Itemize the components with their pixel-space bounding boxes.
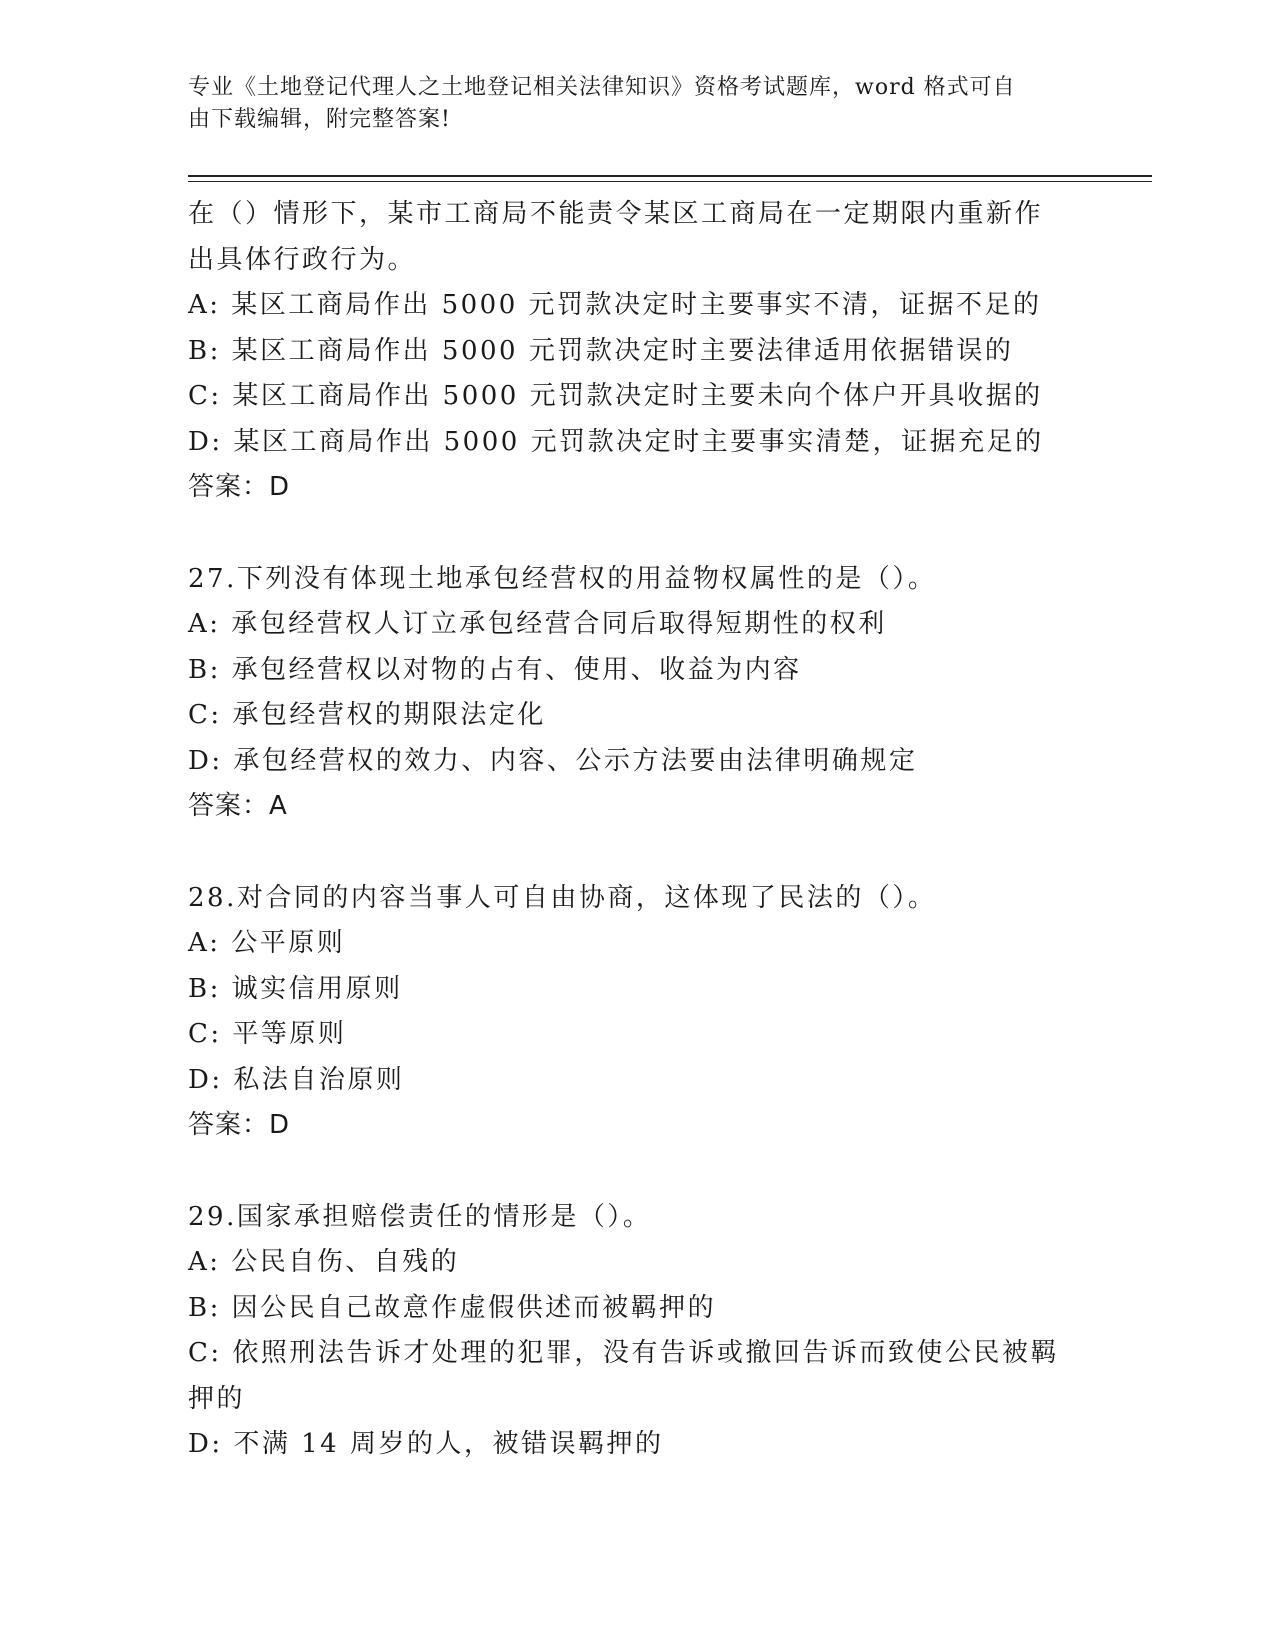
option-a: A: 承包经营权人订立承包经营合同后取得短期性的权利 (188, 609, 887, 639)
question-block (188, 557, 1108, 830)
header-divider-thick (188, 175, 1152, 177)
question-block (188, 1195, 1108, 1468)
option-b: B: 某区工商局作出 5000 元罚款决定时主要法律适用依据错误的 (188, 335, 1014, 366)
question-stem: 27.下列没有体现土地承包经营权的用益物权属性的是（）。 (188, 563, 937, 594)
header-line-1: 专业《土地登记代理人之土地登记相关法律知识》资格考试题库，word 格式可自 (188, 75, 1016, 100)
question-block (188, 876, 1108, 1149)
option-b: B: 因公民自己故意作虚假供述而被羁押的 (188, 1292, 717, 1323)
option-c: C: 平等原则 (188, 1019, 347, 1049)
answer-text: 答案：A (188, 791, 288, 821)
option-b: B: 承包经营权以对物的占有、使用、收益为内容 (188, 654, 802, 685)
option-b: B: 诚实信用原则 (188, 973, 403, 1004)
question-stem: 出具体行政行为。 (188, 244, 417, 275)
option-c: C: 承包经营权的期限法定化 (188, 700, 546, 730)
option-a: A: 公平原则 (188, 928, 346, 958)
option-d: D: 不满 14 周岁的人，被错误羁押的 (188, 1429, 664, 1459)
answer-text: 答案：D (188, 1110, 291, 1140)
option-d: D: 承包经营权的效力、内容、公示方法要由法律明确规定 (188, 745, 918, 776)
option-a: A: 某区工商局作出 5000 元罚款决定时主要事实不清，证据不足的 (188, 290, 1042, 320)
option-d: D: 私法自治原则 (188, 1064, 405, 1095)
option-c: C: 依照刑法告诉才处理的犯罪，没有告诉或撤回告诉而致使公民被羁 (188, 1338, 1059, 1368)
option-c: C: 某区工商局作出 5000 元罚款决定时主要未向个体户开具收据的 (188, 381, 1043, 411)
option-a: A: 公民自伤、自残的 (188, 1247, 460, 1277)
option-d: D: 某区工商局作出 5000 元罚款决定时主要事实清楚，证据充足的 (188, 426, 1044, 457)
option-c-continued: 押的 (188, 1383, 246, 1414)
question-stem: 29.国家承担赔偿责任的情形是（）。 (188, 1201, 652, 1232)
header-divider-thin (188, 181, 1152, 182)
question-stem: 28.对合同的内容当事人可自由协商，这体现了民法的（）。 (188, 882, 937, 913)
header-line-2: 由下载编辑，附完整答案! (188, 107, 451, 132)
question-stem: 在（）情形下，某市工商局不能责令某区工商局在一定期限内重新作 (188, 199, 1044, 229)
document-header (188, 72, 1088, 136)
answer-text: 答案：D (188, 472, 291, 502)
question-block (188, 192, 1108, 511)
question-list (188, 192, 1108, 1514)
